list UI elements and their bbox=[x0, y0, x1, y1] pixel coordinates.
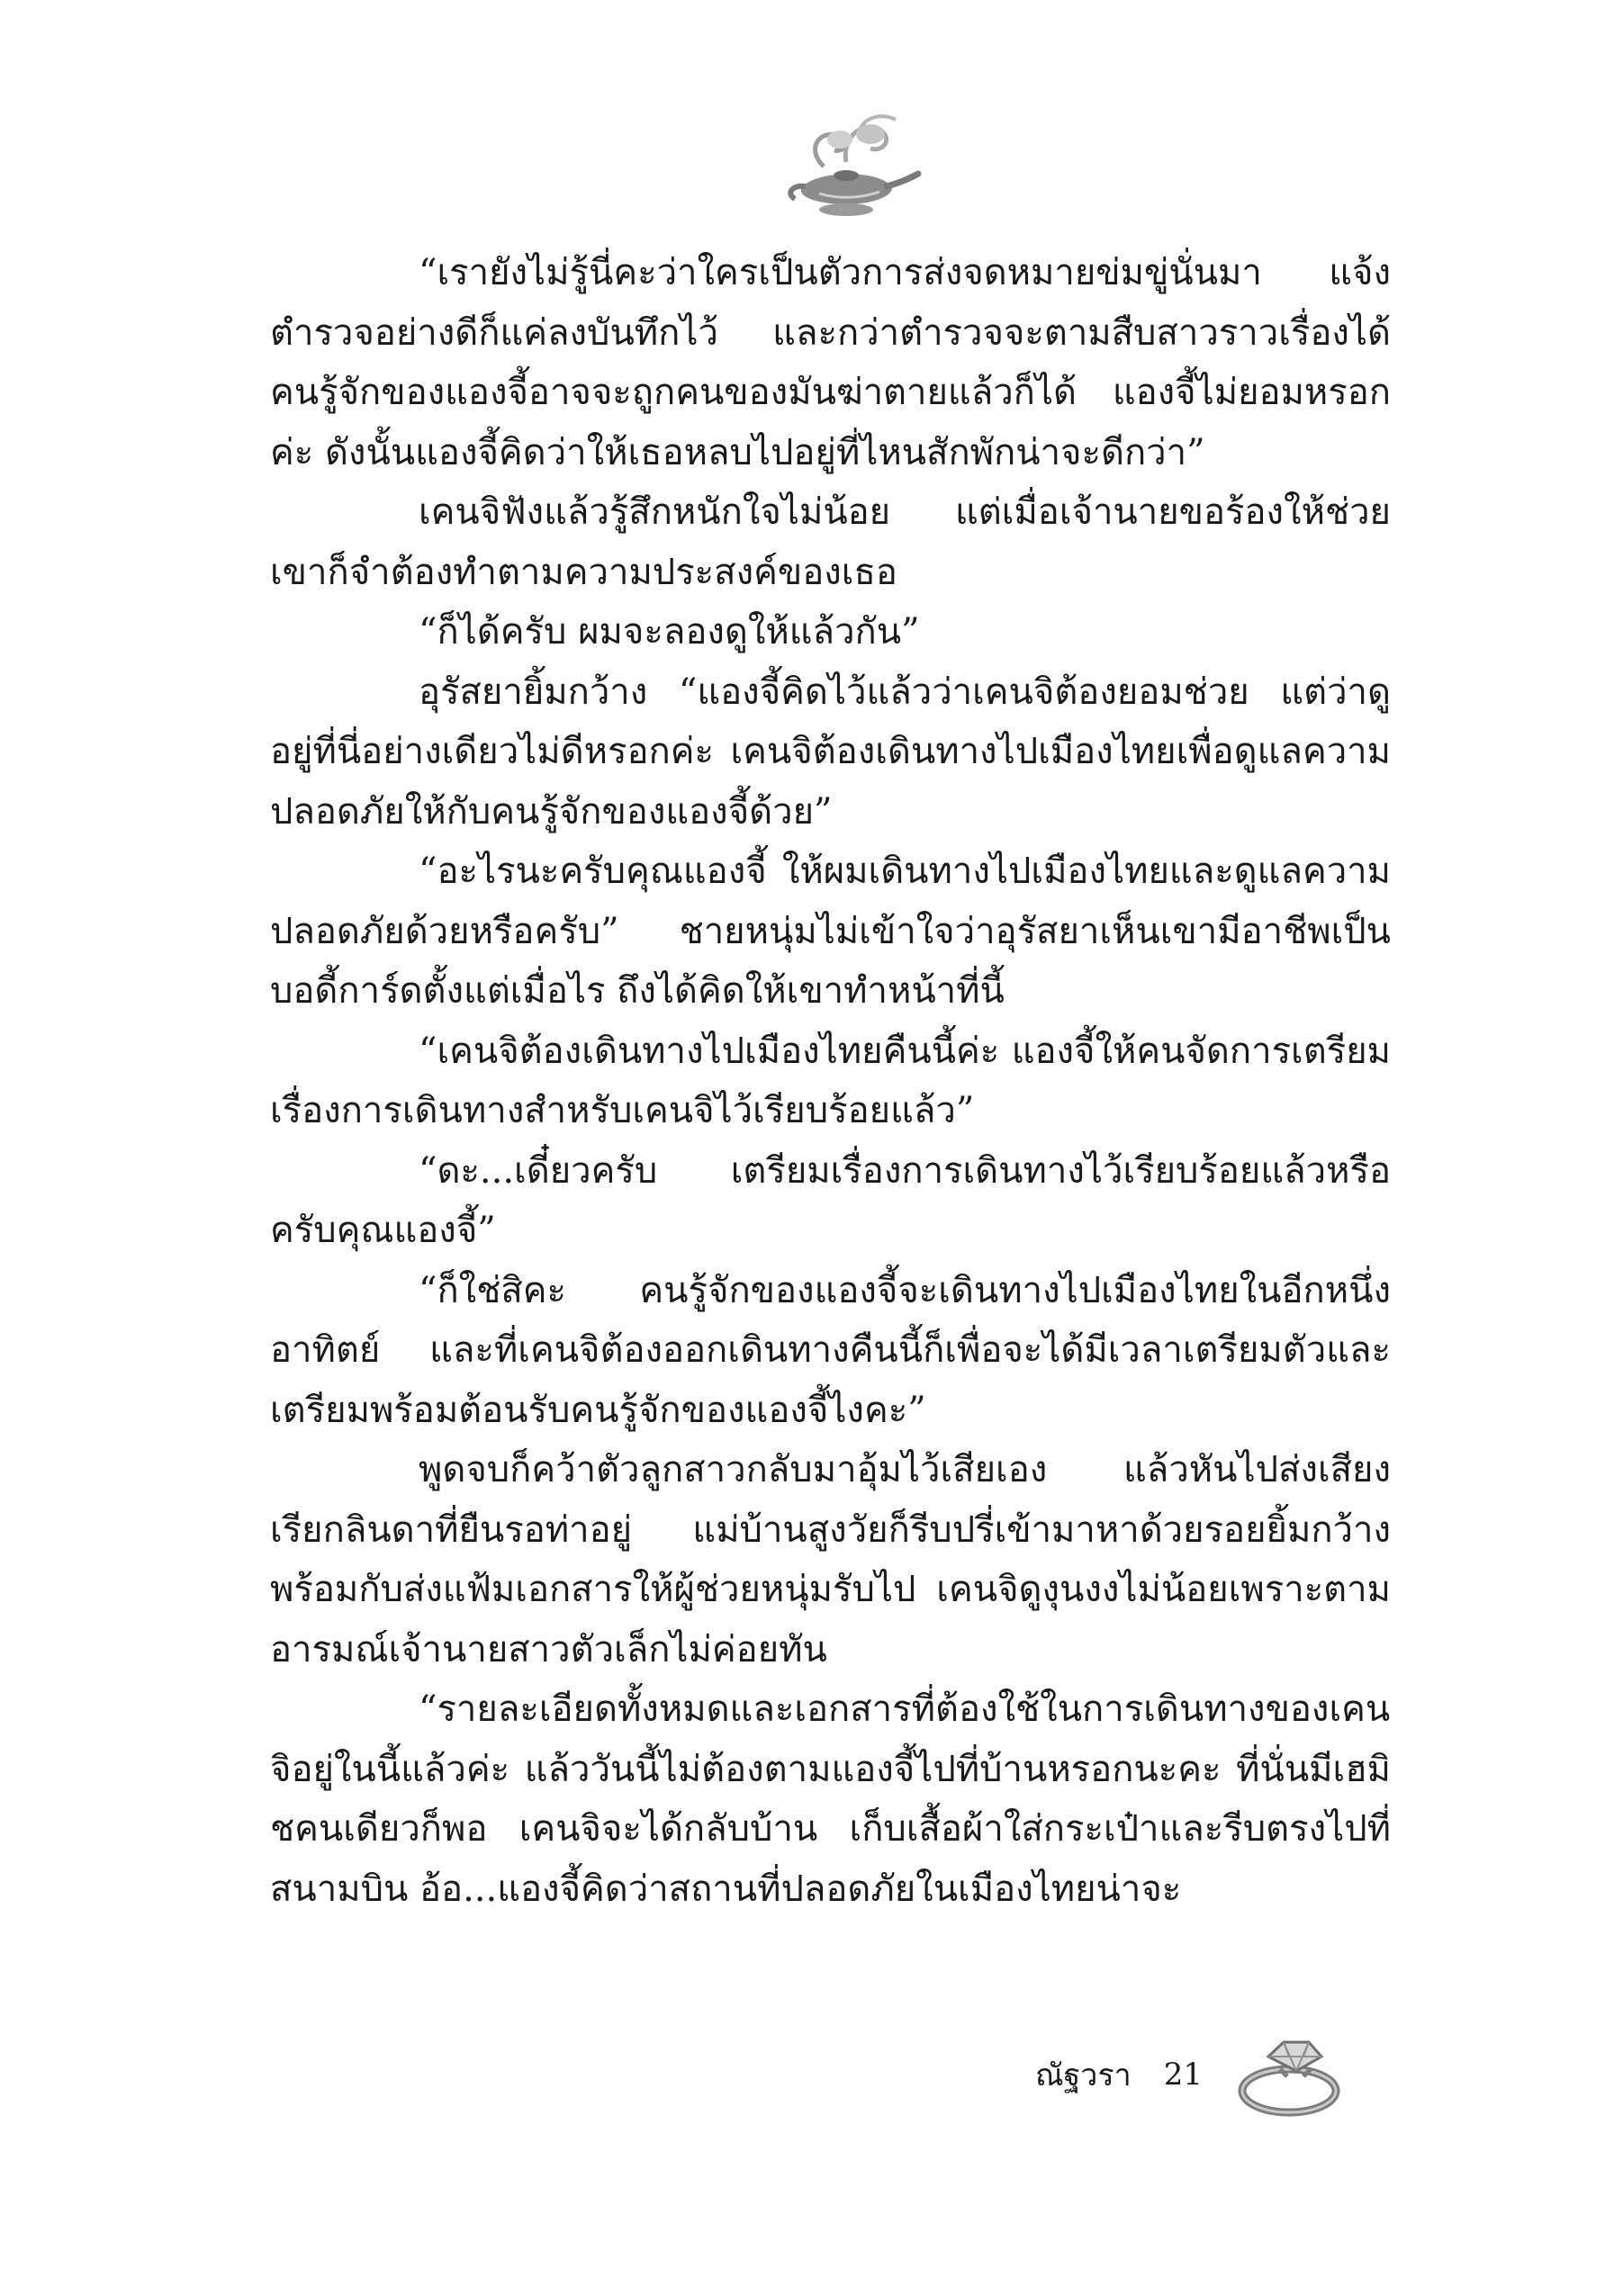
paragraph: “รายละเอียดทั้งหมดและเอกสารที่ต้องใช้ในการเดินทางของเคนจิอยู่ในนี้แล้วค่ะ แล้ววันนี้ไม่ต้องตามแองจี้ไปที่บ้านหรอกนะคะ ที่นั่นมีเฮมิชคนเดียวก็พอ เคนจิจะได้กลับบ้าน เก็บเสื้อผ้าใส่กระเป๋าและรีบตรงไปที่สนามบิน อ้อ...แองจี้คิดว่าสถานที่ปลอดภัยในเมืองไทยน่าจะ bbox=[270, 1688, 1391, 1910]
page-footer bbox=[1035, 2039, 1345, 2111]
paragraph: “เคนจิต้องเดินทางไปเมืองไทยคืนนี้ค่ะ แองจี้ให้คนจัดการเตรียมเรื่องการเดินทางสำหรับเคนจิไว้เรียบร้อยแล้ว” bbox=[270, 1030, 1391, 1131]
paragraph: “อะไรนะครับคุณแองจี้ ให้ผมเดินทางไปเมืองไทยและดูแลความปลอดภัยด้วยหรือครับ” ชายหนุ่มไม่เข้าใจว่าอุรัสยาเห็นเขามีอาชีพเป็นบอดี้การ์ดตั้งแต่เมื่อไร ถึงได้คิดให้เขาทำหน้าที่นี้ bbox=[270, 851, 1391, 1012]
body-text bbox=[270, 243, 1391, 1919]
paragraph: “เรายังไม่รู้นี่คะว่าใครเป็นตัวการส่งจดหมายข่มขู่นั่นมา แจ้งตำรวจอย่างดีก็แค่ลงบันทึกไว้ และกว่าตำรวจจะตามสืบสาวราวเรื่องได้ คนรู้จักของแองจี้อาจจะถูกคนของมันฆ่าตายแล้วก็ได้ แองจี้ไม่ยอมหรอกค่ะ ดังนั้นแองจี้คิดว่าให้เธอหลบไปอยู่ที่ไหนสักพักน่าจะดีกว่า” bbox=[270, 252, 1391, 473]
paragraph: “ดะ...เดี๋ยวครับ เตรียมเรื่องการเดินทางไว้เรียบร้อยแล้วหรือครับคุณแองจี้” bbox=[270, 1149, 1391, 1251]
paragraph: “ก็ใช่สิคะ คนรู้จักของแองจี้จะเดินทางไปเมืองไทยในอีกหนึ่งอาทิตย์ และที่เคนจิต้องออกเดินทางคืนนี้ก็เพื่อจะได้มีเวลาเตรียมตัวและเตรียมพร้อมต้อนรับคนรู้จักของแองจี้ไงคะ” bbox=[270, 1269, 1391, 1431]
paragraph: เคนจิฟังแล้วรู้สึกหนักใจไม่น้อย แต่เมื่อเจ้านายขอร้องให้ช่วย เขาก็จำต้องทำตามความประสงค์ของเธอ bbox=[270, 491, 1391, 593]
page-number: 21 bbox=[1163, 2057, 1204, 2093]
paragraph: “ก็ได้ครับ ผมจะลองดูให้แล้วกัน” bbox=[419, 611, 920, 653]
author-name: ณัฐวรา bbox=[1035, 2057, 1132, 2093]
paragraph: อุรัสยายิ้มกว้าง “แองจี้คิดไว้แล้วว่าเคนจิต้องยอมช่วย แต่ว่าดูอยู่ที่นี่อย่างเดียวไม่ดีหรอกค่ะ เคนจิต้องเดินทางไปเมืองไทยเพื่อดูแลความปลอดภัยให้กับคนรู้จักของแองจี้ด้วย” bbox=[270, 671, 1391, 833]
diamond-ring-icon bbox=[1228, 2030, 1345, 2120]
paragraph: พูดจบก็คว้าตัวลูกสาวกลับมาอุ้มไว้เสียเอง แล้วหันไปส่งเสียงเรียกลินดาที่ยืนรอท่าอยู่ แม่บ้านสูงวัยก็รีบปรี่เข้ามาหาด้วยรอยยิ้มกว้าง พร้อมกับส่งแฟ้มเอกสารให้ผู้ช่วยหนุ่มรับไป เคนจิดูงุนงงไม่น้อยเพราะตามอารมณ์เจ้านายสาวตัวเล็กไม่ค่อยทัน bbox=[270, 1449, 1391, 1670]
teapot-ornament-icon bbox=[770, 104, 923, 225]
